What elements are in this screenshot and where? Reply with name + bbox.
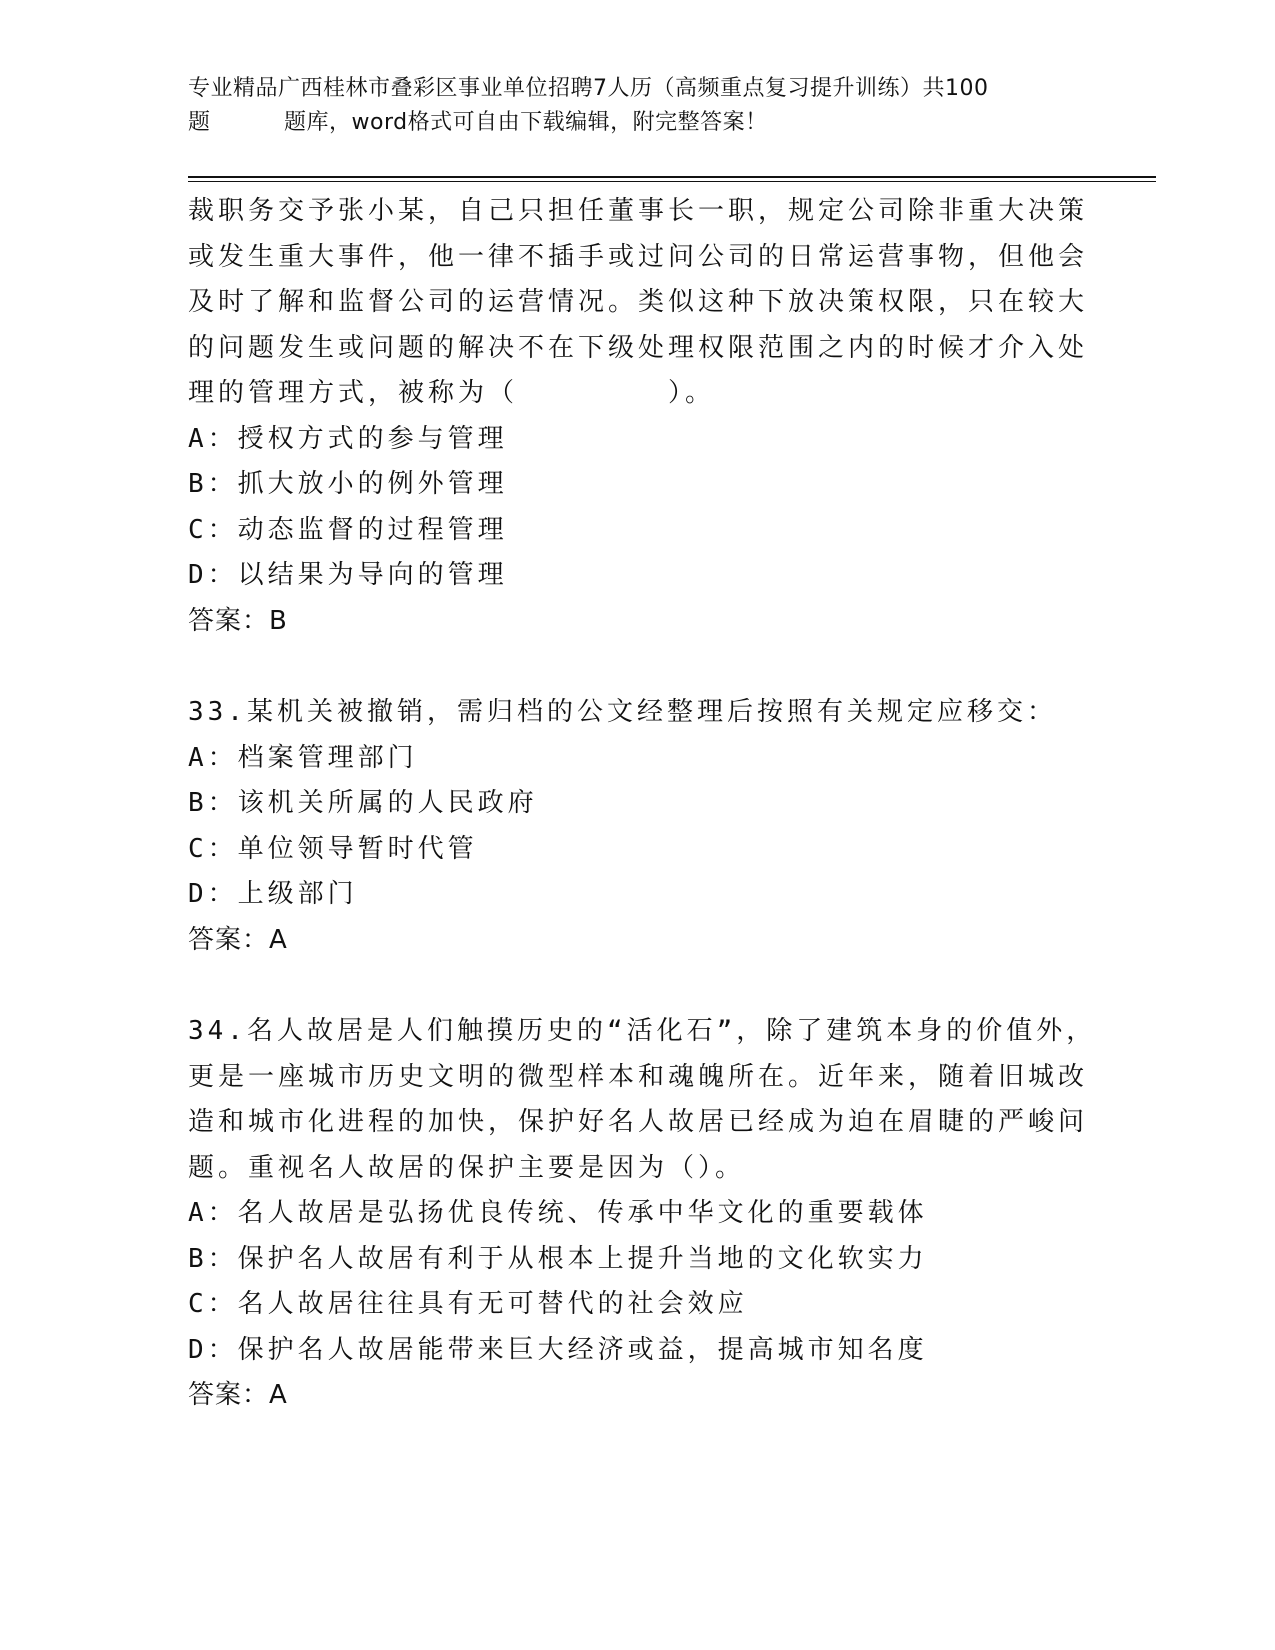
option-d: D：上级部门 [188, 879, 358, 909]
question-stem-line: 裁职务交予张小某，自己只担任董事长一职，规定公司除非重大决策 [188, 196, 1089, 226]
header-rule-thin [188, 181, 1156, 182]
option-c: C：名人故居往往具有无可替代的社会效应 [188, 1289, 748, 1319]
header-title-line-2-lead: 题 [188, 110, 211, 135]
option-c: C：单位领导暂时代管 [188, 833, 478, 864]
question-stem-line: 及时了解和监督公司的运营情况。类似这种下放决策权限，只在较大 [188, 287, 1089, 317]
question-34 [188, 1009, 1097, 1419]
option-b: B：该机关所属的人民政府 [188, 788, 538, 818]
document-body [188, 189, 1097, 1419]
header-title-line-2-rest: 题库，word格式可自由下载编辑，附完整答案！ [284, 110, 768, 135]
option-d: D：以结果为导向的管理 [188, 560, 508, 590]
answer-line: 答案：B [188, 605, 288, 636]
question-spacer [188, 644, 1068, 690]
option-b: B：保护名人故居有利于从根本上提升当地的文化软实力 [188, 1243, 928, 1274]
question-spacer [188, 963, 1068, 1009]
header-title-line-2 [188, 106, 1088, 140]
question-33 [188, 690, 1068, 963]
header-rule-thick [188, 176, 1156, 178]
question-32 [188, 189, 1089, 644]
option-a: A：授权方式的参与管理 [188, 423, 508, 454]
answer-line: 答案：A [188, 924, 288, 955]
option-c: C：动态监督的过程管理 [188, 514, 508, 545]
option-d: D：保护名人故居能带来巨大经济或益，提高城市知名度 [188, 1334, 928, 1365]
option-a: A：档案管理部门 [188, 742, 418, 773]
question-stem-line: 更是一座城市历史文明的微型样本和魂魄所在。近年来，随着旧城改 [188, 1061, 1089, 1092]
option-a: A：名人故居是弘扬优良传统、传承中华文化的重要载体 [188, 1198, 928, 1228]
header-title-line-1: 专业精品广西桂林市叠彩区事业单位招聘7人历（高频重点复习提升训练）共100 [188, 76, 989, 101]
question-stem-line: 33.某机关被撤销，需归档的公文经整理后按照有关规定应移交： [188, 697, 1057, 727]
question-stem-line: 或发生重大事件，他一律不插手或过问公司的日常运营事物，但他会 [188, 241, 1089, 272]
question-stem-line: 的问题发生或问题的解决不在下级处理权限范围之内的时候才介入处 [188, 332, 1089, 363]
question-stem-line: 34.名人故居是人们触摸历史的“活化石”，除了建筑本身的价值外， [188, 1016, 1097, 1046]
page-header [188, 72, 1088, 140]
question-stem-line: 题。重视名人故居的保护主要是因为（）。 [188, 1152, 746, 1183]
question-stem-line: 理的管理方式，被称为（ ）。 [188, 378, 716, 408]
option-b: B：抓大放小的例外管理 [188, 469, 508, 499]
question-stem-line: 造和城市化进程的加快，保护好名人故居已经成为迫在眉睫的严峻问 [188, 1107, 1089, 1137]
answer-line: 答案：A [188, 1380, 288, 1410]
